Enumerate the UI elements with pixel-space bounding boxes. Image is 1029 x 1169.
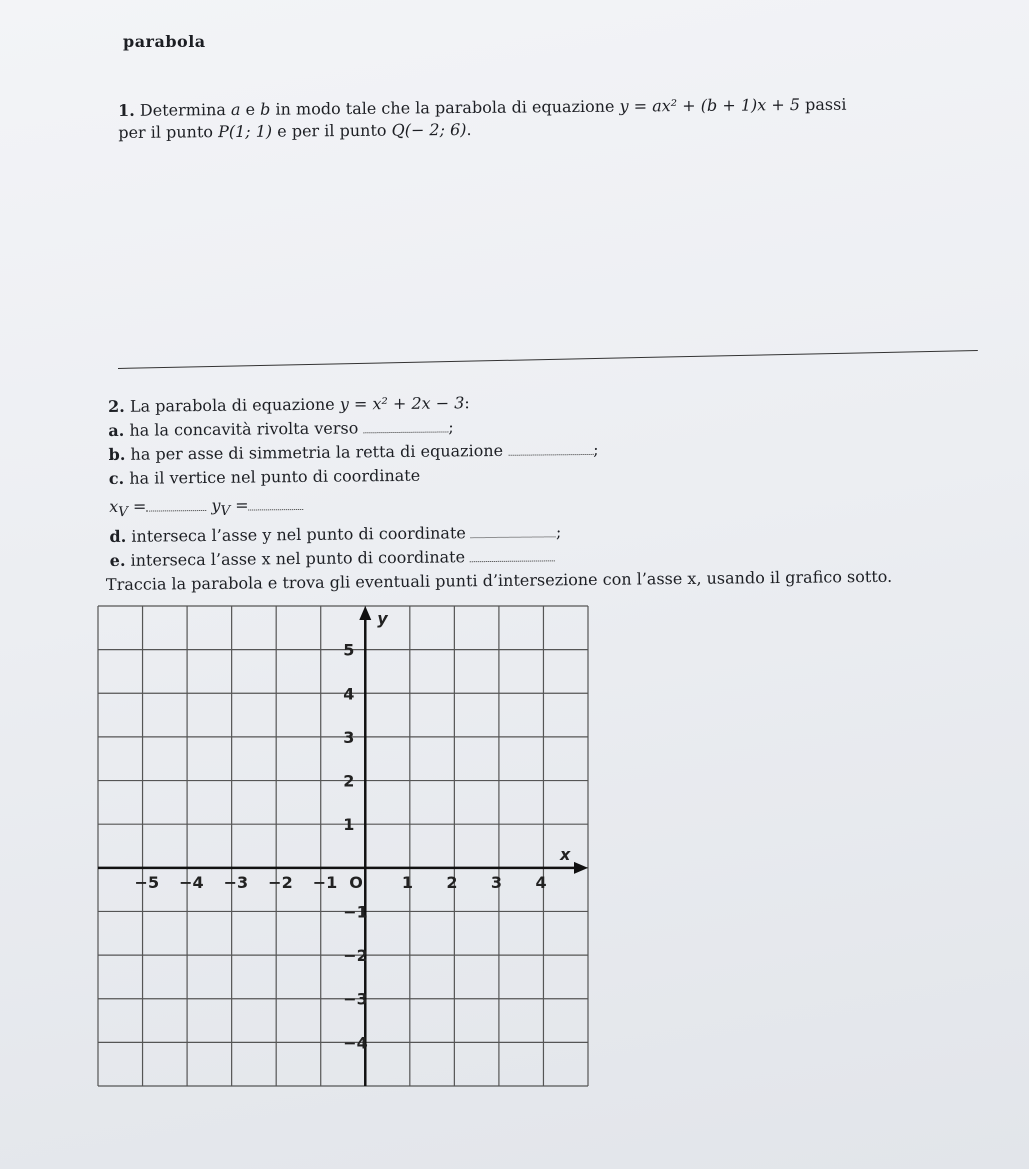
xv-symbol: x xyxy=(109,496,119,516)
q1-text-e: e xyxy=(240,99,261,119)
yv-subscript: V xyxy=(220,503,231,520)
q2-instruction: Traccia la parabola e trova gli eventuali punti d’intersezione con l’asse x, usando il grafico sotto. xyxy=(105,566,893,595)
answer-blank-a[interactable] xyxy=(363,417,448,433)
xv-subscript: V xyxy=(118,504,128,521)
y-tick-label: −4 xyxy=(343,1033,368,1053)
y-tick-label: 1 xyxy=(343,815,355,835)
grid-svg[interactable] xyxy=(88,596,598,1096)
q1-text-3: passi xyxy=(799,94,847,115)
coordinate-grid[interactable] xyxy=(88,596,598,1096)
q2-a-semicolon: ; xyxy=(448,417,454,437)
q2-e-text: interseca l’asse x nel punto di coordinate xyxy=(130,547,466,570)
answer-blank-yv[interactable] xyxy=(249,495,304,511)
q2-d-semicolon: ; xyxy=(555,522,562,542)
q1-point-p: P(1; 1) xyxy=(217,121,273,142)
y-tick-label: 5 xyxy=(343,640,355,660)
q2-b-semicolon: ; xyxy=(593,439,599,459)
q2-d-label: d. xyxy=(109,527,127,547)
y-tick-label: 3 xyxy=(343,727,355,747)
x-axis-arrow xyxy=(574,862,588,874)
q2-colon: : xyxy=(464,393,470,413)
x-tick-label: −5 xyxy=(134,872,160,892)
x-tick-label: 3 xyxy=(490,872,503,892)
answer-blank-e[interactable] xyxy=(470,547,555,563)
answer-blank-b[interactable] xyxy=(508,440,593,456)
q1-text-5: e per il punto xyxy=(272,120,392,141)
q2-intro: La parabola di equazione xyxy=(129,394,340,416)
q1-text-4: per il punto xyxy=(118,122,219,142)
q1-equation: y = ax² + (b + 1)x + 5 xyxy=(619,95,801,116)
question-2 xyxy=(105,385,1025,597)
x-tick-label: 4 xyxy=(535,872,547,892)
xv-equals: = xyxy=(132,496,147,516)
x-tick-label: −3 xyxy=(223,872,249,892)
x-axis-label: x xyxy=(560,844,571,864)
section-divider xyxy=(118,350,978,369)
q2-e-label: e. xyxy=(109,551,126,571)
answer-blank-xv[interactable] xyxy=(146,496,206,512)
y-axis-arrow xyxy=(359,606,371,620)
q2-b-label: b. xyxy=(108,444,126,464)
q1-text-1: Determina xyxy=(139,100,232,120)
y-tick-label: 2 xyxy=(343,771,355,791)
q1-text-6: . xyxy=(466,119,472,139)
q2-b-text: ha per asse di simmetria la retta di equazione xyxy=(130,440,504,464)
y-tick-label: −1 xyxy=(343,902,368,922)
x-tick-label: −1 xyxy=(312,872,338,892)
q1-number: 1. xyxy=(118,100,135,120)
q1-point-q: Q(− 2; 6) xyxy=(391,119,467,140)
y-tick-label: −3 xyxy=(343,989,368,1009)
q1-text-2: in modo tale che la parabola di equazione xyxy=(270,96,620,119)
y-tick-label: −2 xyxy=(343,946,368,966)
q2-a-text: ha la concavità rivolta verso xyxy=(129,418,359,440)
answer-blank-d[interactable] xyxy=(471,523,556,539)
q2-equation: y = x² + 2x − 3 xyxy=(339,393,465,414)
origin-label: O xyxy=(349,872,363,892)
question-1 xyxy=(118,93,938,144)
q2-c-text: ha il vertice nel punto di coordinate xyxy=(129,465,421,488)
q2-d-text: interseca l’asse y nel punto di coordinate xyxy=(131,523,466,546)
q2-a-label: a. xyxy=(108,420,125,440)
x-tick-label: −2 xyxy=(268,872,293,892)
x-tick-label: 2 xyxy=(446,872,458,892)
q1-var-b: b xyxy=(260,99,271,119)
x-tick-label: −4 xyxy=(179,872,204,892)
q1-var-a: a xyxy=(230,99,241,120)
x-tick-label: 1 xyxy=(401,872,413,892)
yv-equals: = xyxy=(235,495,249,515)
y-tick-label: 4 xyxy=(343,684,355,704)
q2-c-label: c. xyxy=(108,468,125,488)
y-axis-label: y xyxy=(377,609,388,628)
page-title: parabola xyxy=(123,32,206,51)
yv-symbol: y xyxy=(211,495,221,515)
q2-number: 2. xyxy=(108,396,125,416)
